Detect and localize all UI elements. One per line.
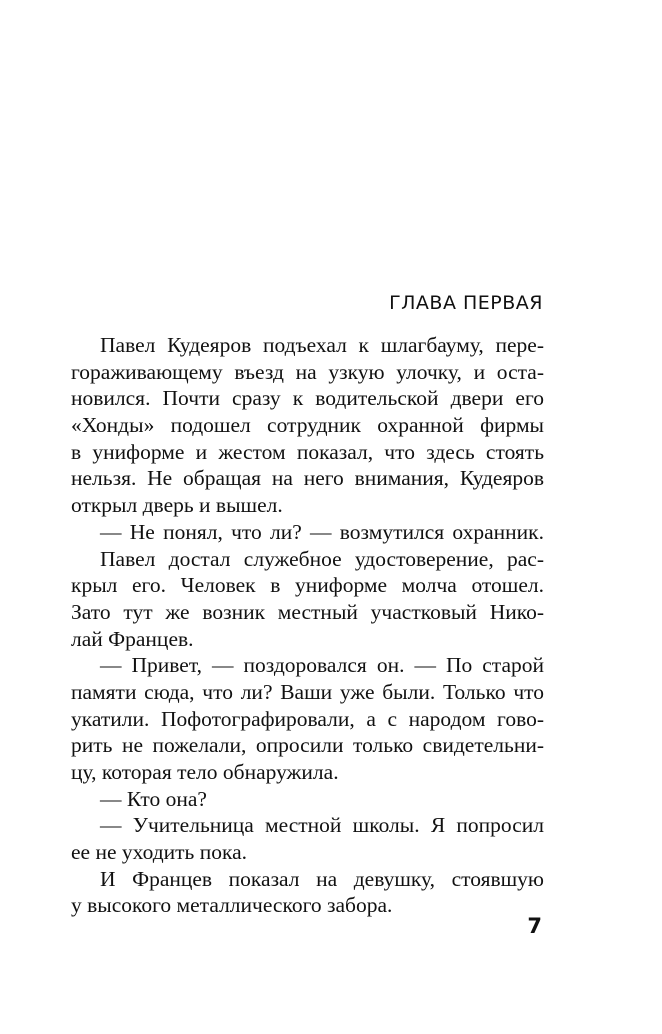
text-line: — Не понял, что ли? — возмутился охранник. <box>100 519 544 544</box>
text-line: крыл его. Человек в униформе молча отошел. <box>71 573 544 598</box>
text-line: нельзя. Не обращая на него внимания, Кудеяров <box>71 466 544 491</box>
page-number: 7 <box>527 914 542 938</box>
text-line: — Учительница местной школы. Я попросил <box>100 813 544 838</box>
text-line: — Привет, — поздоровался он. — По старой <box>100 653 544 678</box>
text-line: Зато тут же возник местный участковый Нико- <box>71 599 544 624</box>
text-line: новился. Почти сразу к водительской двери его <box>71 386 544 411</box>
text-line: лай Францев. <box>71 626 194 651</box>
text-line: Павел достал служебное удостоверение, рас- <box>100 546 544 571</box>
text-line: открыл дверь и вышел. <box>71 493 283 518</box>
text-line: ее не уходить пока. <box>71 840 248 865</box>
text-line: — Кто она? <box>100 786 207 811</box>
chapter-title: ГЛАВА ПЕРВАЯ <box>389 292 543 314</box>
text-line: памяти сюда, что ли? Ваши уже были. Только что <box>71 679 544 704</box>
text-line: рить не пожелали, опросили только свидетельни- <box>71 733 544 758</box>
text-line: у высокого металлического забора. <box>71 893 393 918</box>
text-line: в униформе и жестом показал, что здесь стоять <box>71 439 544 464</box>
text-line: укатили. Пофотографировали, а с народом гово- <box>71 706 544 731</box>
text-line: И Францев показал на девушку, стоявшую <box>100 866 544 891</box>
text-line: Павел Кудеяров подъехал к шлагбауму, пере- <box>100 333 544 357</box>
body-text <box>71 332 544 919</box>
text-line: цу, которая тело обнаружила. <box>71 760 339 784</box>
text-line: гораживающему въезд на узкую улочку, и оста- <box>71 359 544 384</box>
text-line: «Хонды» подошел сотрудник охранной фирмы <box>71 413 544 438</box>
